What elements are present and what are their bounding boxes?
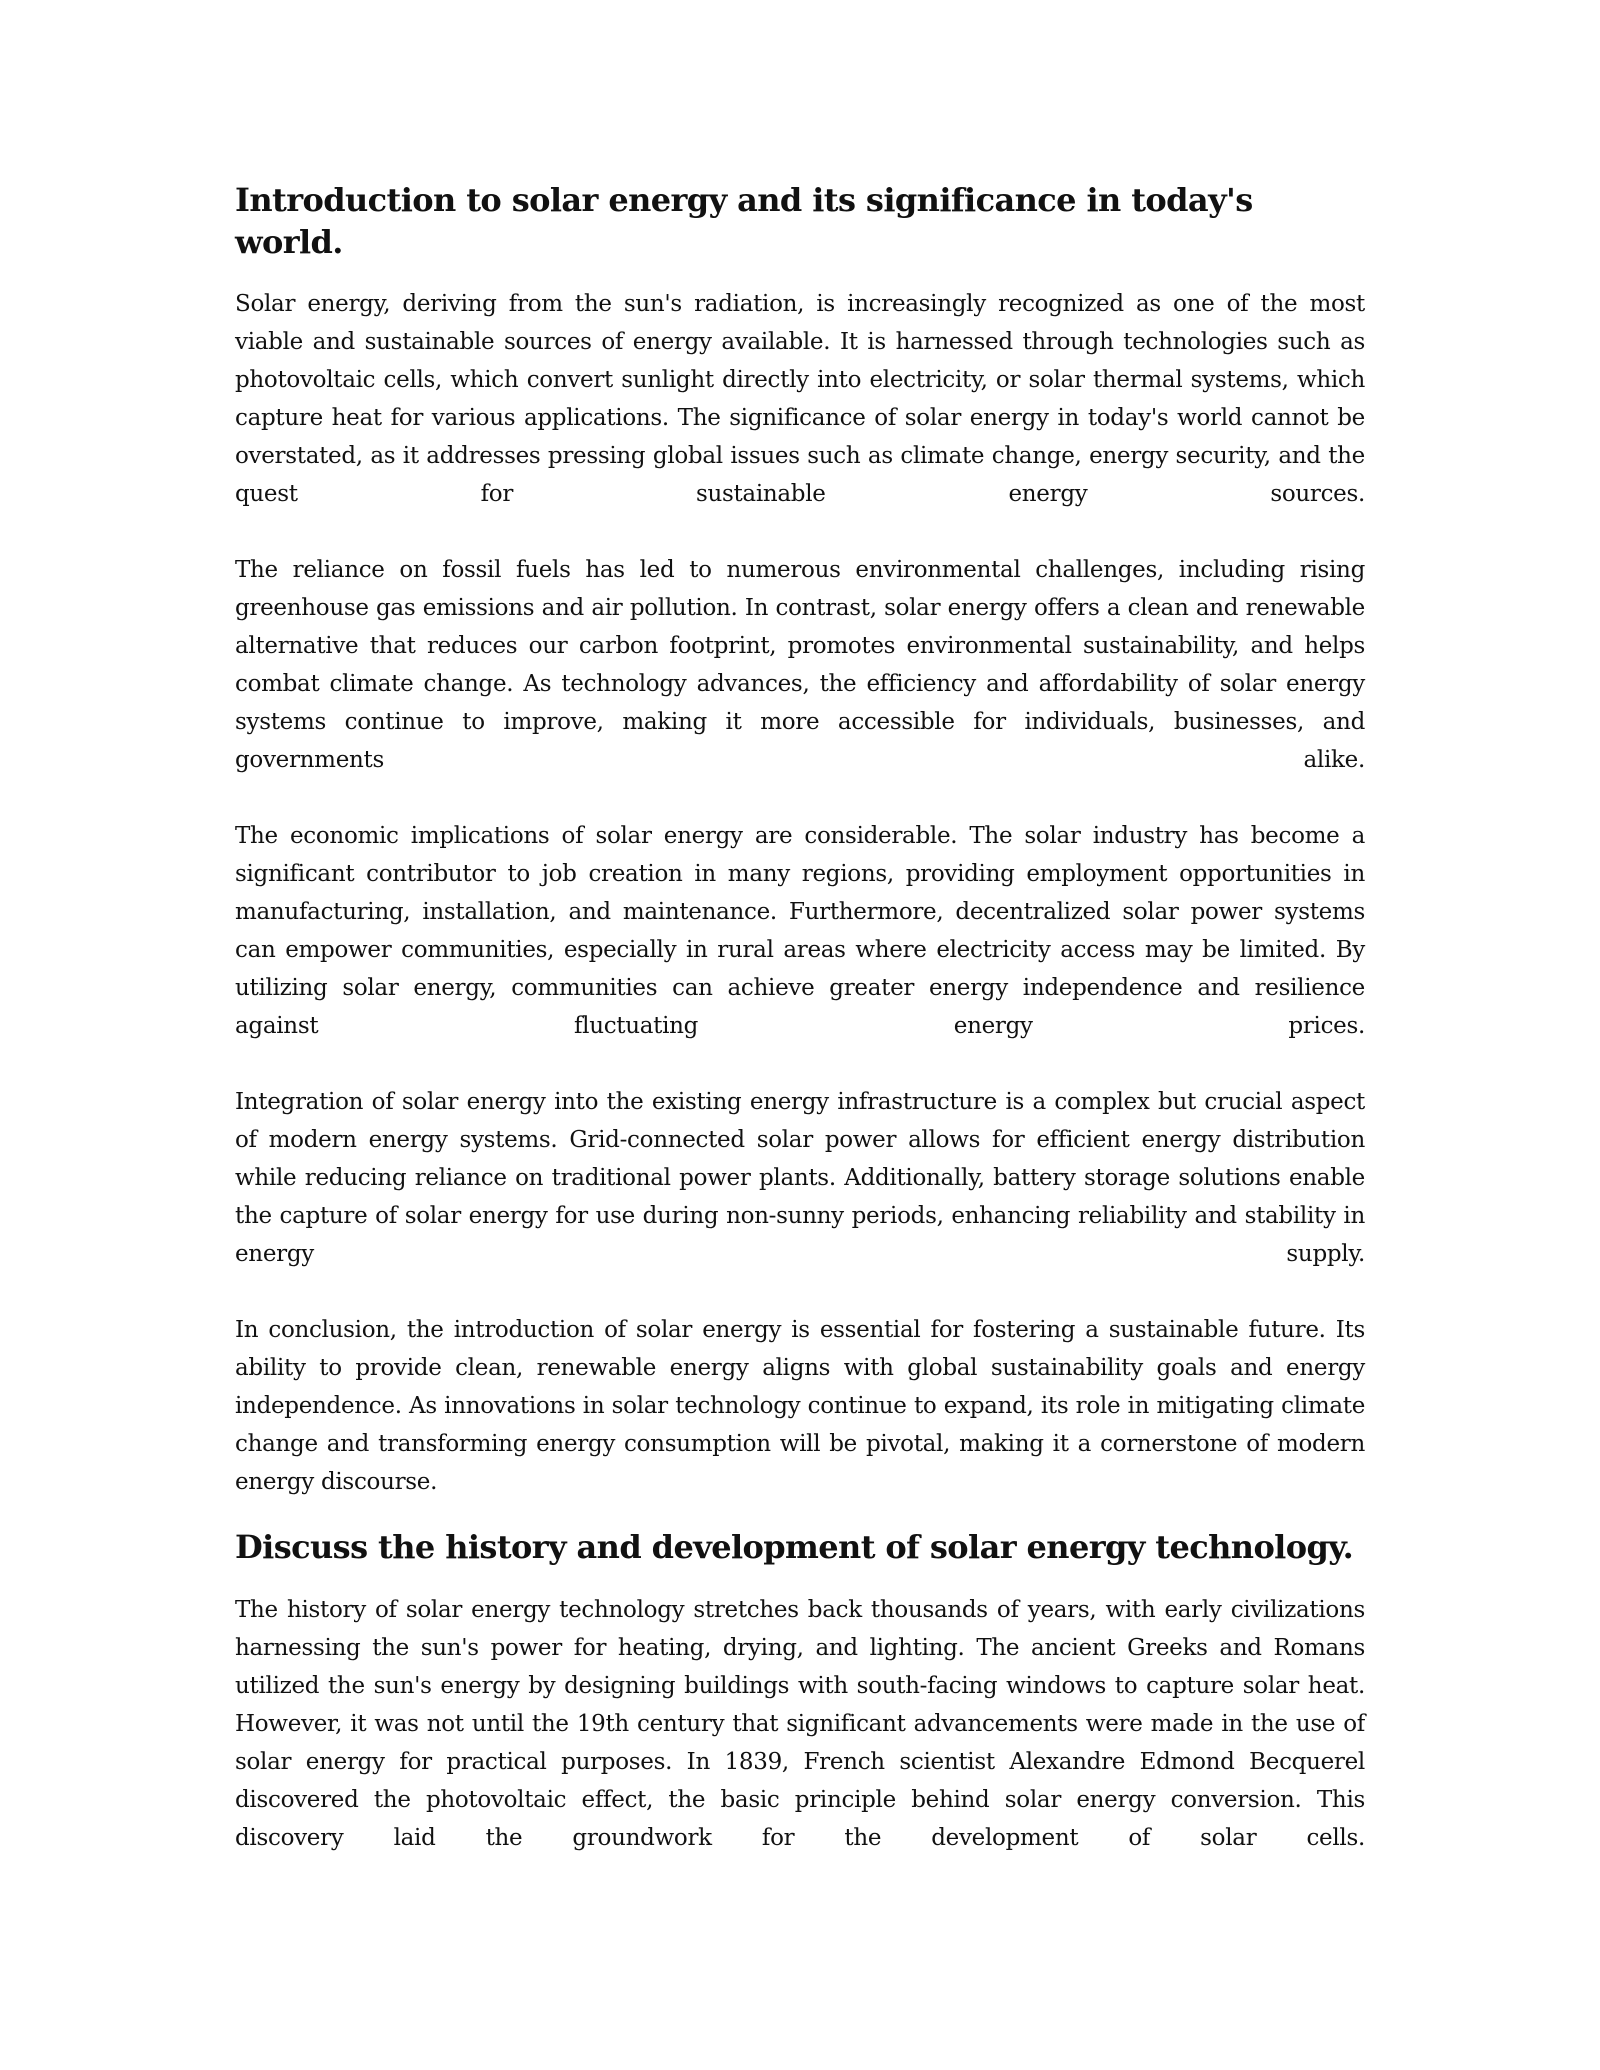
paragraph-intro-3: The economic implications of solar energy are considerable. The solar industry has become a significant contributor to job creation in many regions, providing employment opportunities in manufacturing, installation, and maintenance. Furthermore, decentralized solar power systems can empower communities, especially in rural areas where electricity access may be limited. By utilizing solar energy, communities can achieve greater energy independence and resilience against fluctuating energy prices. xyxy=(235,823,1365,1040)
paragraph-intro-5: In conclusion, the introduction of solar energy is essential for fostering a sustainable future. Its ability to provide clean, renewable energy aligns with global sustainability goals and energy independence. As innovations in solar technology continue to expand, its role in mitigating climate change and transforming energy consumption will be pivotal, making it a cornerstone of modern energy discourse. xyxy=(235,1317,1365,1496)
paragraph-history-1: The history of solar energy technology stretches back thousands of years, with early civilizations harnessing the sun's power for heating, drying, and lighting. The ancient Greeks and Romans utilized the sun's energy by designing buildings with south-facing windows to capture solar heat. However, it was not until the 19th century that significant advancements were made in the use of solar energy for practical purposes. In 1839, French scientist Alexandre Edmond Becquerel discovered the photovoltaic effect, the basic principle behind solar energy conversion. This discovery laid the groundwork for the development of solar cells. xyxy=(235,1596,1365,1851)
section-heading-introduction: Introduction to solar energy and its significance in today's world. xyxy=(235,181,1253,261)
document-page xyxy=(235,180,1365,1895)
paragraph-intro-2: The reliance on fossil fuels has led to numerous environmental challenges, including rising greenhouse gas emissions and air pollution. In contrast, solar energy offers a clean and renewable alternative that reduces our carbon footprint, promotes environmental sustainability, and helps combat climate change. As technology advances, the efficiency and affordability of solar energy systems continue to improve, making it more accessible for individuals, businesses, and governments alike. xyxy=(235,557,1365,774)
paragraph-intro-1: Solar energy, deriving from the sun's radiation, is increasingly recognized as one of the most viable and sustainable sources of energy available. It is harnessed through technologies such as photovoltaic cells, which convert sunlight directly into electricity, or solar thermal systems, which capture heat for various applications. The significance of solar energy in today's world cannot be overstated, as it addresses pressing global issues such as climate change, energy security, and the quest for sustainable energy sources. xyxy=(235,291,1365,508)
paragraph-intro-4: Integration of solar energy into the existing energy infrastructure is a complex but crucial aspect of modern energy systems. Grid-connected solar power allows for efficient energy distribution while reducing reliance on traditional power plants. Additionally, battery storage solutions enable the capture of solar energy for use during non-sunny periods, enhancing reliability and stability in energy supply. xyxy=(235,1089,1365,1268)
section-heading-history: Discuss the history and development of solar energy technology. xyxy=(235,1528,1354,1567)
